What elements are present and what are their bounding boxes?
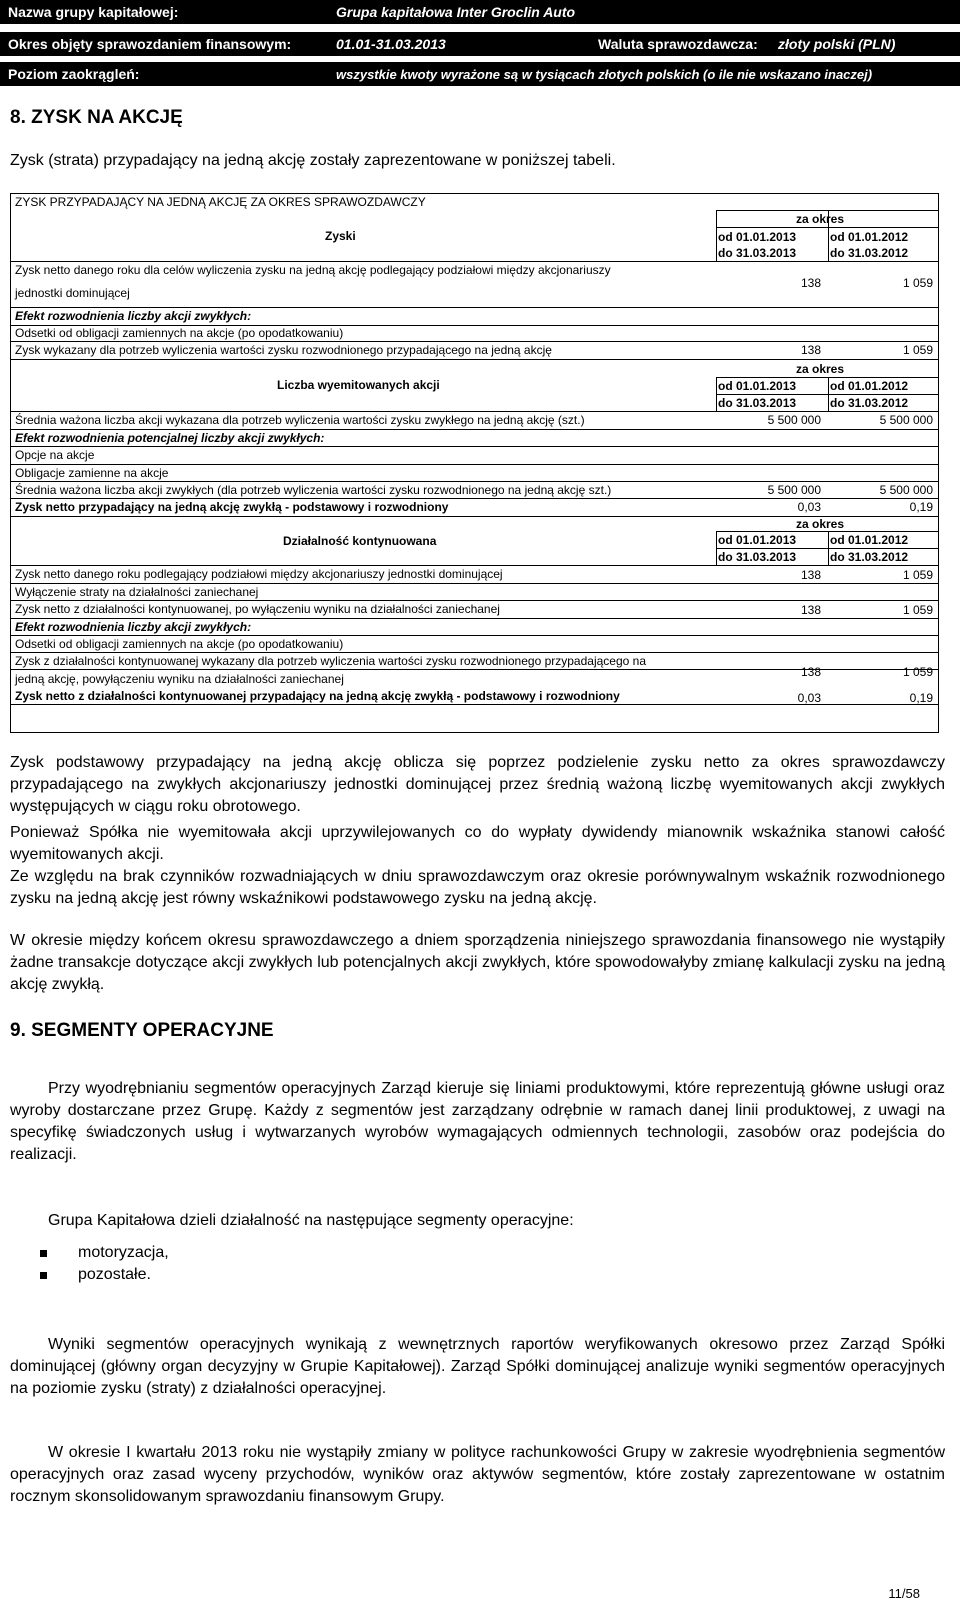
row-dilution-1: Efekt rozwodnienia liczby akcji zwykłych: — [15, 309, 252, 323]
row-continuing-net-profit: Zysk netto z działalności kontynuowanej, po wyłączeniu wyniku na działalności zaniechanej — [15, 602, 500, 616]
section-8-intro: Zysk (strata) przypadający na jedną akcję zostały zaprezentowane w poniższej tabeli. — [10, 152, 616, 169]
row-eps: Zysk netto przypadający na jedną akcję zwykłą - podstawowy i rozwodniony — [15, 500, 449, 514]
table-title: ZYSK PRZYPADAJĄCY NA JEDNĄ AKCJĘ ZA OKRES SPRAWOZDAWCZY — [15, 195, 426, 209]
header-row-1 — [0, 0, 960, 24]
block-continuing-title: Działalność kontynuowana — [283, 534, 437, 548]
segment-item-1: motoryzacja, — [78, 1244, 169, 1261]
period-label: Okres objęty sprawozdaniem finansowym: — [8, 36, 292, 52]
eps-paragraph-1: Zysk podstawowy przypadający na jedną akcję oblicza się poprzez podzielenie zysku netto za okres sprawozdawczy przypadającego na zwykłych akcjonariuszy jednostki dominującej przez średnią ważoną liczbę wyemitowanych akcji zwykłych występujących w ciągu roku obrotowego. — [10, 754, 945, 815]
row-continuing-diluted-v1: 138 — [800, 665, 821, 679]
row-discontinued-exclusion: Wyłączenie straty na działalności zaniechanej — [15, 585, 259, 599]
col1-to-3: do 31.03.2013 — [718, 550, 797, 564]
eps-paragraph-4: W okresie między końcem okresu sprawozdawczego a dniem sporządzenia niniejszego sprawozdania finansowego nie wystąpiły żadne transakcje dotyczące akcji zwykłych lub potencjalnych akcji zwykłych, które spowodowałyby zmianę kalkulacji zysku na jedną akcję zwykłą. — [10, 932, 945, 993]
section-8-title: 8. ZYSK NA AKCJĘ — [10, 107, 183, 128]
row-eps-v1: 0,03 — [797, 500, 821, 514]
row-net-profit-line1: Zysk netto danego roku dla celów wyliczenia zysku na jedną akcję podlegający podziałowi między akcjonariuszy — [15, 263, 611, 277]
za-okres-3: za okres — [796, 517, 845, 531]
row-avg-shares-v2: 5 500 000 — [879, 413, 933, 427]
col2-from-3: od 01.01.2012 — [830, 533, 909, 547]
row-avg-shares-diluted: Średnia ważona liczba akcji zwykłych (dla potrzeb wyliczenia wartości zysku rozwodnionego na jedną akcję szt.) — [15, 483, 612, 497]
row-interest-2: Odsetki od obligacji zamiennych na akcje (po opodatkowaniu) — [15, 637, 344, 651]
row-eps-v2: 0,19 — [909, 500, 933, 514]
row-continuing-diluted-line1: Zysk z działalności kontynuowanej wykazany dla potrzeb wyliczenia wartości zysku rozwodnionego przypadającego na — [15, 654, 646, 668]
row-interest-1: Odsetki od obligacji zamiennych na akcje (po opodatkowaniu) — [15, 326, 344, 340]
row-continuing-net-profit-v1: 138 — [800, 603, 821, 617]
segment-item-2: pozostałe. — [78, 1266, 151, 1283]
row-continuing-diluted-v2: 1 059 — [902, 665, 933, 679]
period-value: 01.01-31.03.2013 — [336, 36, 446, 52]
row-continuing-eps-v2: 0,19 — [909, 691, 933, 705]
row-avg-shares: Średnia ważona liczba akcji wykazana dla potrzeb wyliczenia wartości zysku zwykłego na jedną akcję (szt.) — [15, 413, 585, 427]
eps-table — [10, 193, 939, 733]
group-label: Nazwa grupy kapitałowej: — [8, 4, 179, 20]
row-dilution-2: Efekt rozwodnienia liczby akcji zwykłych: — [15, 620, 252, 634]
row-continuing-net-profit-v2: 1 059 — [902, 603, 933, 617]
za-okres-1: za okres — [796, 212, 845, 226]
row-options: Opcje na akcje — [15, 448, 95, 462]
eps-paragraph-3: Ze względu na brak czynników rozwadniających w dniu sprawozdawczym oraz okresie porównywalnym wskaźnik rozwodnionego zysku na jedną akcję jest równy wskaźnikowi podstawowego zysku na jedną akcję. — [10, 868, 945, 907]
col1-to-2: do 31.03.2013 — [718, 396, 797, 410]
currency-label: Waluta sprawozdawcza: — [598, 36, 758, 52]
row-continuing-eps: Zysk netto z działalności kontynuowanej przypadający na jedną akcję zwykłą - podstawowy i rozwodniony — [15, 689, 620, 703]
segments-paragraph-1: Przy wyodrębnianiu segmentów operacyjnych Zarząd kieruje się liniami produktowymi, które reprezentują główne usługi oraz wyroby dostarczane przez Grupę. Każdy z segmentów jest zarządzany odrębnie w ramach danej linii produktowej, z uwagi na specyfikę świadczonych usług i wytwarzanych wyrobów wymagających odmiennych technologii, zasobów oraz podejścia do realizacji. — [10, 1080, 945, 1163]
col2-to-2: do 31.03.2012 — [830, 396, 909, 410]
block-shares-title: Liczba wyemitowanych akcji — [277, 378, 440, 392]
block-zyski-title: Zyski — [325, 229, 356, 243]
section-9-title: 9. SEGMENTY OPERACYJNE — [10, 1020, 274, 1041]
col1-to-1: do 31.03.2013 — [718, 246, 797, 260]
row-diluted-profit: Zysk wykazany dla potrzeb wyliczenia wartości zysku rozwodnionego przypadającego na jedną akcję — [15, 343, 552, 357]
row-avg-shares-diluted-v2: 5 500 000 — [879, 483, 933, 497]
row-convertible-bonds: Obligacje zamienne na akcje — [15, 466, 169, 480]
col1-from-3: od 01.01.2013 — [718, 533, 797, 547]
segments-paragraph-3: Wyniki segmentów operacyjnych wynikają z wewnętrznych raportów weryfikowanych okresowo przez Zarząd Spółki dominującej (główny organ decyzyjny w Grupie Kapitałowej). Zarząd Spółki dominującej analizuje wyniki segmentów operacyjnych na poziomie zysku (straty) z działalności operacyjnej. — [10, 1336, 945, 1397]
row-net-profit-shareholders: Zysk netto danego roku podlegający podziałowi między akcjonariuszy jednostki dominującej — [15, 567, 503, 581]
col1-from-2: od 01.01.2013 — [718, 379, 797, 393]
rounding-label: Poziom zaokrągleń: — [8, 66, 140, 82]
currency-value: złoty polski (PLN) — [778, 36, 896, 52]
rounding-value: wszystkie kwoty wyrażone są w tysiącach złotych polskich (o ile nie wskazano inaczej) — [336, 67, 873, 82]
bullet-marker-2 — [40, 1272, 47, 1279]
page-number: 11/58 — [888, 1586, 920, 1601]
header-row-2 — [0, 32, 960, 56]
row-net-profit-shareholders-v1: 138 — [800, 568, 821, 582]
row-continuing-diluted-line2: jedną akcję, powyłączeniu wyniku na działalności zaniechanej — [15, 672, 344, 686]
segments-paragraph-4: W okresie I kwartału 2013 roku nie wystąpiły zmiany w polityce rachunkowości Grupy w zakresie wyodrębnienia segmentów operacyjnych oraz zasad wyceny przychodów, wyników oraz aktywów segmentów, które zostały zaprezentowane w ostatnim rocznym skonsolidowanym sprawozdaniu finansowym Grupy. — [10, 1444, 945, 1505]
header-row-3 — [0, 62, 960, 86]
za-okres-2: za okres — [796, 362, 845, 376]
eps-paragraph-2: Ponieważ Spółka nie wyemitowała akcji uprzywilejowanych co do wypłaty dywidendy mianownik wskaźnika stanowi całość wyemitowanych akcji. — [10, 824, 945, 863]
bullet-marker-1 — [40, 1250, 47, 1257]
row-net-profit-v1: 138 — [800, 276, 821, 290]
row-net-profit-line2: jednostki dominującej — [15, 286, 130, 300]
row-net-profit-shareholders-v2: 1 059 — [902, 568, 933, 582]
col2-to-3: do 31.03.2012 — [830, 550, 909, 564]
col2-from-1: od 01.01.2012 — [830, 230, 909, 244]
row-diluted-profit-v2: 1 059 — [902, 343, 933, 357]
row-potential-dilution: Efekt rozwodnienia potencjalnej liczby akcji zwykłych: — [15, 431, 325, 445]
row-net-profit-v2: 1 059 — [902, 276, 933, 290]
row-continuing-eps-v1: 0,03 — [797, 691, 821, 705]
row-avg-shares-diluted-v1: 5 500 000 — [767, 483, 821, 497]
row-diluted-profit-v1: 138 — [800, 343, 821, 357]
col2-to-1: do 31.03.2012 — [830, 246, 909, 260]
col2-from-2: od 01.01.2012 — [830, 379, 909, 393]
segments-paragraph-2: Grupa Kapitałowa dzieli działalność na następujące segmenty operacyjne: — [48, 1212, 574, 1229]
col1-from-1: od 01.01.2013 — [718, 230, 797, 244]
row-avg-shares-v1: 5 500 000 — [767, 413, 821, 427]
group-value: Grupa kapitałowa Inter Groclin Auto — [336, 4, 576, 20]
